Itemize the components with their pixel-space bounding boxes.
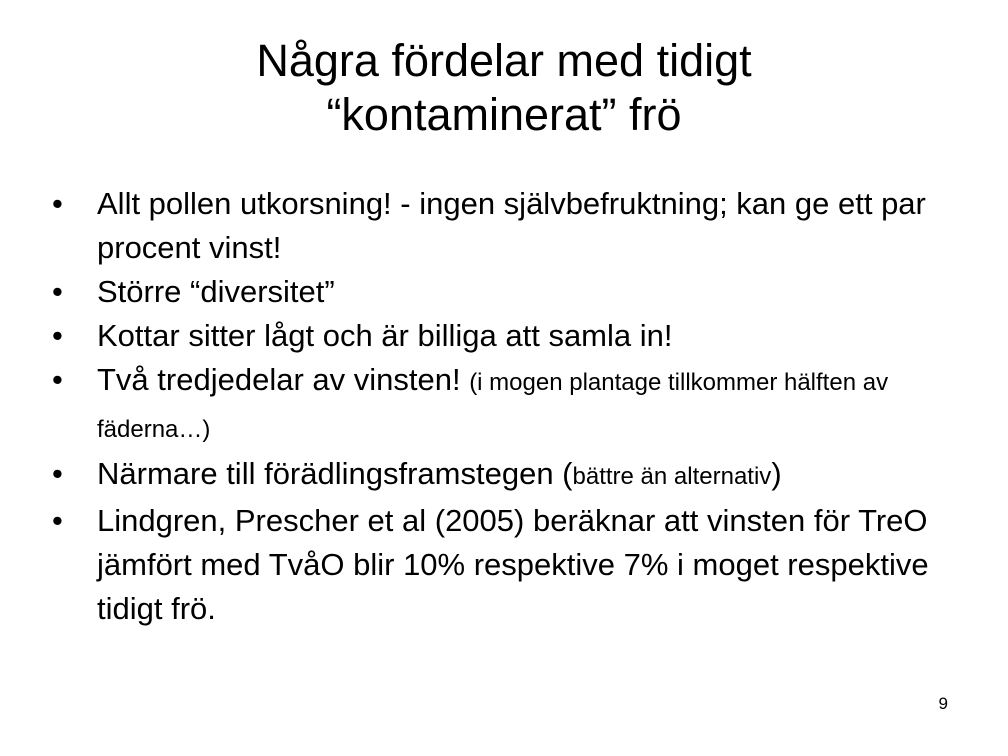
bullet-text: Närmare till förädlingsframstegen ( — [97, 456, 573, 491]
slide-title-line-1: Några fördelar med tidigt — [256, 35, 752, 86]
bullet-note: bättre än alternativ — [572, 463, 772, 490]
bullet-dot: • — [52, 186, 63, 221]
bullet-item — [52, 270, 972, 314]
bullet-item — [52, 499, 972, 631]
bullet-list — [52, 182, 972, 631]
bullet-text-after: ) — [771, 456, 782, 491]
bullet-dot: • — [52, 503, 63, 538]
bullet-dot: • — [52, 318, 63, 353]
slide-title — [0, 34, 1008, 142]
bullet-text: Kottar sitter lågt och är billiga att samla in! — [97, 318, 673, 353]
bullet-text: Lindgren, Prescher et al (2005) beräknar att vinsten för TreO jämfört med TvåO blir 10% respektive 7% i moget respektive tidigt frö. — [97, 503, 929, 626]
bullet-item — [52, 182, 972, 270]
bullet-dot: • — [52, 274, 63, 309]
bullet-item — [52, 358, 972, 452]
bullet-item — [52, 314, 972, 358]
bullet-note: (i mogen plantage tillkommer hälften av fäderna…) — [97, 369, 889, 443]
bullet-dot: • — [52, 456, 63, 491]
bullet-item — [52, 452, 972, 499]
bullet-dot: • — [52, 362, 63, 397]
bullet-text: Större “diversitet” — [97, 274, 335, 309]
page-number: 9 — [938, 694, 948, 713]
bullet-text: Allt pollen utkorsning! - ingen självbefruktning; kan ge ett par procent vinst! — [97, 186, 926, 265]
bullet-text: Två tredjedelar av vinsten! — [97, 362, 470, 397]
slide-title-line-2: “kontaminerat” frö — [326, 89, 682, 140]
